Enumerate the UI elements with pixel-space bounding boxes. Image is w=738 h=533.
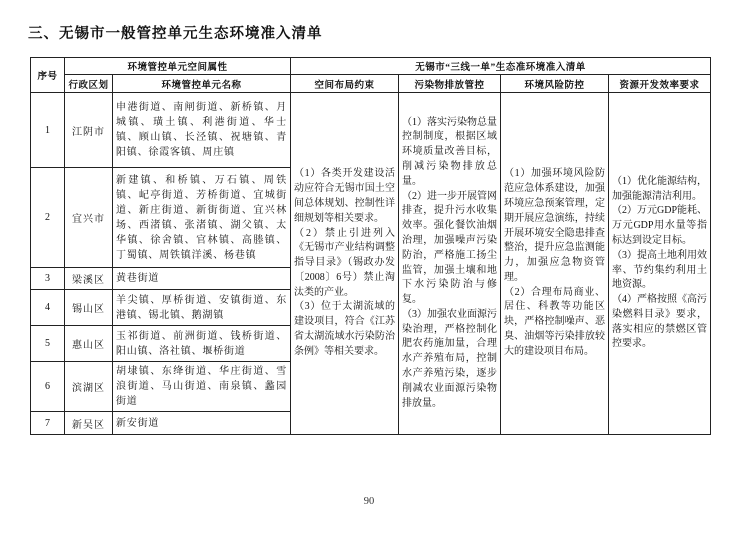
row-number-cell: 5 bbox=[31, 326, 65, 362]
space-constraints-cell bbox=[291, 93, 399, 435]
pollutant-control-item: （3）加强农业面源污染治理，严格控制化肥农药施加量，合理水产养殖布局，控制水产养殖污染，逐步削减农业面源污染物排放量。 bbox=[402, 308, 498, 409]
row-number-cell: 4 bbox=[31, 290, 65, 326]
pollutant-control-item: （1）落实污染物总量控制制度，根据区域环境质量改善目标，削减污染物排放总量。 bbox=[402, 116, 498, 187]
page-title: 三、无锡市一般管控单元生态环境准入清单 bbox=[28, 26, 323, 42]
header-group-access-list: 无锡市“三线一单”生态准环境准入清单 bbox=[291, 58, 711, 75]
resource-efficiency-item: （3）提高土地利用效率、节约集约利用土地资源。 bbox=[612, 249, 708, 291]
unit-names-cell: 新建镇、和桥镇、万石镇、周铁镇、屺亭街道、芳桥街道、宜城街道、新庄街道、新街街道、宜兴林场、西渚镇、张渚镇、湖父镇、太华镇、徐舍镇、官林镇、高塍镇、丁蜀镇、周铁镇洋溪、杨巷镇 bbox=[113, 168, 291, 268]
pollutant-control-cell bbox=[399, 93, 501, 435]
risk-prevention-item: （2）合理布局商业、居住、科教等功能区块，严格控制噪声、恶臭、油烟等污染排放较大的建设项目布局。 bbox=[504, 286, 606, 357]
risk-prevention-cell bbox=[501, 93, 609, 435]
district-cell: 惠山区 bbox=[65, 326, 113, 362]
space-constraint-item: （2）禁止引进列入《无锡市产业结构调整指导目录》（锡政办发〔2008〕6号）禁止淘汰类的产业。 bbox=[294, 227, 396, 298]
unit-names-cell: 胡埭镇、东绛街道、华庄街道、雪浪街道、马山街道、南泉镇、蠡园街道 bbox=[113, 362, 291, 412]
district-cell: 宜兴市 bbox=[65, 168, 113, 268]
district-cell: 新吴区 bbox=[65, 412, 113, 435]
header-col-pollutant-control: 污染物排放管控 bbox=[399, 75, 501, 93]
resource-efficiency-item: （4）严格按照《高污染燃料目录》要求，落实相应的禁燃区管控要求。 bbox=[612, 294, 708, 350]
header-col-space-constraint: 空间布局约束 bbox=[291, 75, 399, 93]
header-col-unit-name: 环境管控单元名称 bbox=[113, 75, 291, 93]
row-number-cell: 6 bbox=[31, 362, 65, 412]
access-list-table bbox=[30, 57, 711, 435]
unit-names-cell: 申港街道、南闸街道、新桥镇、月城镇、璜土镇、利港街道、华士镇、顾山镇、长泾镇、祝塘镇、青阳镇、徐霞客镇、周庄镇 bbox=[113, 93, 291, 168]
row-number-cell: 2 bbox=[31, 168, 65, 268]
header-col-district: 行政区划 bbox=[65, 75, 113, 93]
district-cell: 锡山区 bbox=[65, 290, 113, 326]
space-constraint-item: （3）位于太湖流域的建设项目，符合《江苏省太湖流域水污染防治条例》等相关要求。 bbox=[294, 301, 396, 357]
page-number: 90 bbox=[363, 496, 375, 507]
risk-prevention-item: （1）加强环境风险防范应急体系建设，加强环境应急预案管理，定期开展应急演练，持续开展环境安全隐患排查整治，提升应急监测能力，加强应急物资管理。 bbox=[504, 168, 606, 283]
header-col-resource-efficiency: 资源开发效率要求 bbox=[609, 75, 711, 93]
header-group-spatial-attr: 环境管控单元空间属性 bbox=[65, 58, 291, 75]
unit-names-cell: 羊尖镇、厚桥街道、安镇街道、东港镇、锡北镇、鹅湖镇 bbox=[113, 290, 291, 326]
district-cell: 滨湖区 bbox=[65, 362, 113, 412]
row-number-cell: 1 bbox=[31, 93, 65, 168]
table-row bbox=[31, 93, 711, 168]
resource-efficiency-item: （2）万元GDP能耗、万元GDP用水量等指标达到设定目标。 bbox=[612, 205, 708, 246]
space-constraint-item: （1）各类开发建设活动应符合无锡市国土空间总体规划、控制性详细规划等相关要求。 bbox=[294, 168, 396, 224]
resource-efficiency-item: （1）优化能源结构，加强能源清洁利用。 bbox=[612, 175, 708, 202]
unit-names-cell: 玉祁街道、前洲街道、钱桥街道、阳山镇、洛社镇、堰桥街道 bbox=[113, 326, 291, 362]
unit-names-cell: 新安街道 bbox=[113, 412, 291, 435]
row-number-cell: 3 bbox=[31, 268, 65, 290]
unit-names-cell: 黄巷街道 bbox=[113, 268, 291, 290]
row-number-cell: 7 bbox=[31, 412, 65, 435]
pollutant-control-item: （2）进一步开展管网排查，提升污水收集效率。强化餐饮油烟治理，加强噪声污染防治，严格施工扬尘监管，加强土壤和地下水污染防治与修复。 bbox=[402, 190, 498, 306]
district-cell: 梁溪区 bbox=[65, 268, 113, 290]
header-col-no: 序号 bbox=[31, 58, 65, 93]
header-col-risk-prevention: 环境风险防控 bbox=[501, 75, 609, 93]
district-cell: 江阴市 bbox=[65, 93, 113, 168]
resource-efficiency-cell bbox=[609, 93, 711, 435]
